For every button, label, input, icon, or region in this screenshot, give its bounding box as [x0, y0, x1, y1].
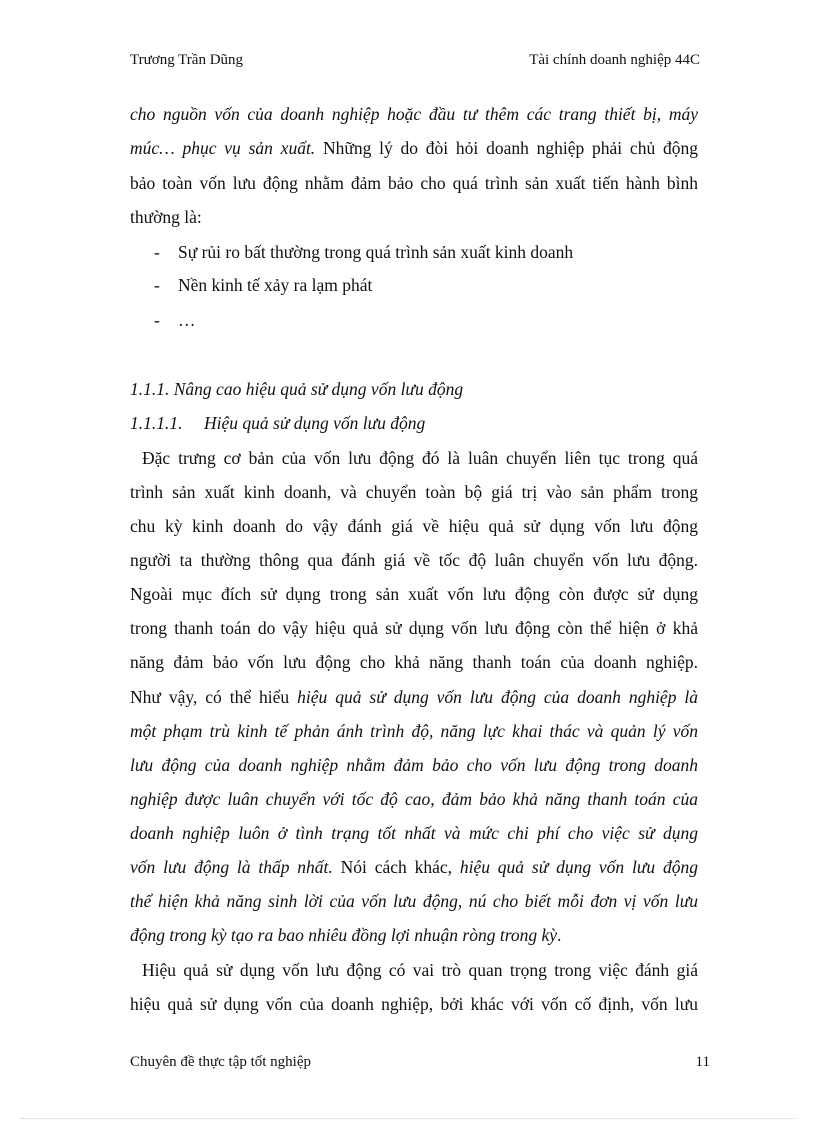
para1-line: trình sản xuất kinh doanh, và chuyển toàn bộ giá trị vào sản phẩm trong [130, 482, 698, 502]
para1-line: thể hiện khả năng sinh lời của vốn lưu động, nú cho biết mỗi đơn vị vốn lưu [130, 891, 698, 911]
para1-line: Như vậy, có thể hiểu hiệu quả sử dụng vốn lưu động của doanh nghiệp là [130, 687, 699, 707]
bullet-text: Sự rủi ro bất thường trong quá trình sản xuất kinh doanh [178, 242, 574, 262]
page-header [130, 52, 700, 74]
section-heading: 1.1.1. Nâng cao hiệu quả sử dụng vốn lưu động [130, 379, 464, 399]
subsection-title: Hiệu quả sử dụng vốn lưu động [204, 413, 426, 433]
page-divider [20, 1118, 796, 1119]
para1-line: nghiệp được luân chuyển với tốc độ cao, đảm bảo khả năng thanh toán của [130, 789, 698, 809]
para1-line: lưu động của doanh nghiệp nhằm đảm bảo cho vốn lưu động trong doanh [130, 755, 698, 775]
para1-line: Đặc trưng cơ bản của vốn lưu động đó là luân chuyển liên tục trong quá [142, 448, 698, 468]
para1-line: Ngoài mục đích sử dụng trong sản xuất vốn lưu động còn được sử dụng [130, 584, 698, 604]
intro-line: bảo toàn vốn lưu động nhằm đảm bảo cho quá trình sản xuất tiến hành bình [130, 173, 698, 193]
header-course: Tài chính doanh nghiệp 44C [529, 52, 700, 68]
subsection-number: 1.1.1.1. [130, 413, 183, 433]
para1-line: chu kỳ kinh doanh do vậy đánh giá về hiệu quả sử dụng vốn lưu động [130, 516, 698, 536]
bullet-text: Nền kinh tế xảy ra lạm phát [178, 275, 373, 295]
para1-line: năng đảm bảo vốn lưu động cho khả năng thanh toán của doanh nghiệp. [130, 652, 698, 672]
bullet-dash: - [154, 310, 160, 330]
para1-line: doanh nghiệp luôn ở tình trạng tốt nhất và mức chi phí cho việc sử dụng [130, 823, 698, 843]
bullet-dash: - [154, 275, 160, 295]
para1-line: động trong kỳ tạo ra bao nhiêu đồng lợi nhuận ròng trong kỳ. [130, 925, 562, 945]
list-item [154, 268, 372, 302]
para2-line: Hiệu quả sử dụng vốn lưu động có vai trò quan trọng trong việc đánh giá [142, 960, 698, 980]
page-footer [130, 1054, 710, 1076]
para1-line: một phạm trù kinh tế phản ánh trình độ, năng lực khai thác và quản lý vốn [130, 721, 698, 741]
para1-line: người ta thường thông qua đánh giá về tốc độ luân chuyển vốn lưu động. [130, 550, 698, 570]
para1-line: vốn lưu động là thấp nhất. Nói cách khác, hiệu quả sử dụng vốn lưu động [130, 857, 698, 877]
para2-line: hiệu quả sử dụng vốn của doanh nghiệp, bởi khác với vốn cố định, vốn lưu [130, 994, 698, 1014]
header-author: Trương Trần Dũng [130, 52, 244, 68]
bullet-text: … [178, 310, 196, 330]
list-item [154, 303, 196, 337]
intro-line: thường là: [130, 207, 202, 227]
intro-line: múc… phục vụ sản xuất. Những lý do đòi hỏi doanh nghiệp phải chủ động [130, 138, 698, 158]
bullet-dash: - [154, 242, 160, 262]
page-number: 11 [695, 1054, 710, 1070]
intro-line: cho nguồn vốn của doanh nghiệp hoặc đầu tư thêm các trang thiết bị, máy [130, 104, 698, 124]
list-item [154, 235, 573, 269]
para1-line: trong thanh toán do vậy hiệu quả sử dụng vốn lưu động còn thể hiện ở khả [130, 618, 698, 638]
footer-label: Chuyên đề thực tập tốt nghiệp [130, 1054, 312, 1070]
subsection-heading [130, 406, 425, 440]
